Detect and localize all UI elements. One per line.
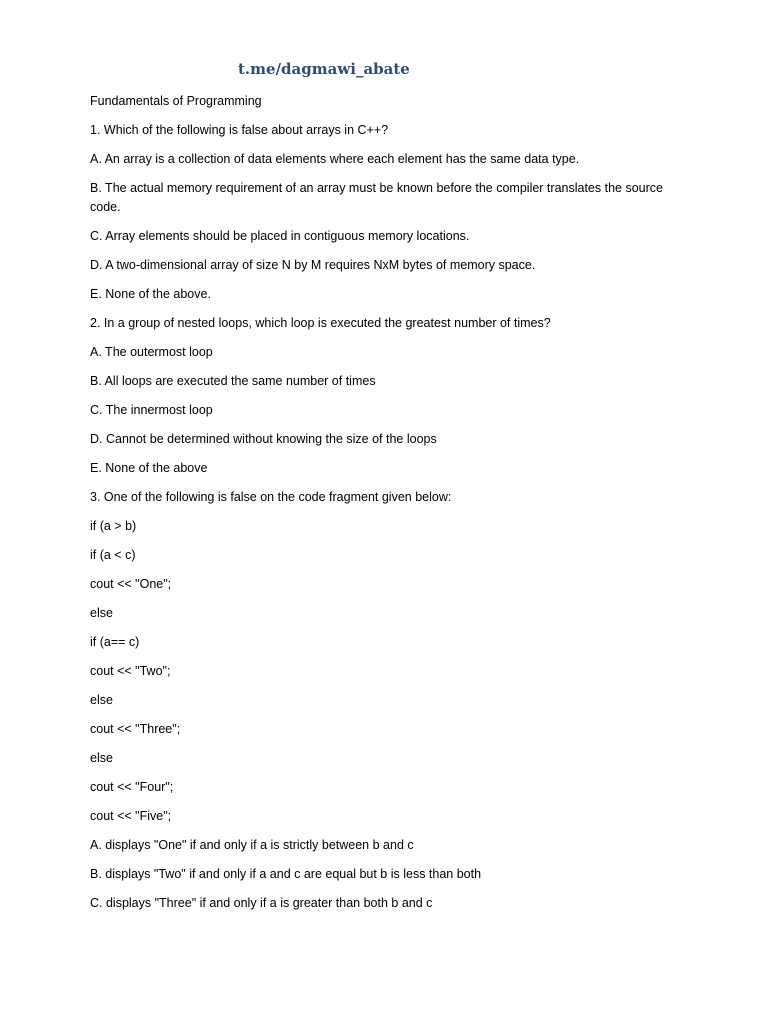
option-a: A. An array is a collection of data elements where each element has the same data type. xyxy=(90,152,580,166)
code-line: cout << "Four"; xyxy=(90,780,174,794)
telegram-link[interactable]: t.me/dagmawi_abate xyxy=(238,60,410,78)
option-e: E. None of the above xyxy=(90,461,208,475)
question-text: 1. Which of the following is false about arrays in C++? xyxy=(90,123,389,137)
option-e: E. None of the above. xyxy=(90,287,211,301)
code-line: if (a== c) xyxy=(90,635,140,649)
option-c: C. displays "Three" if and only if a is greater than both b and c xyxy=(90,896,433,910)
question-text: 2. In a group of nested loops, which loop is executed the greatest number of times? xyxy=(90,316,551,330)
subject-title: Fundamentals of Programming xyxy=(90,94,262,108)
option-c: C. Array elements should be placed in contiguous memory locations. xyxy=(90,229,470,243)
code-line: else xyxy=(90,751,113,765)
code-line: if (a > b) xyxy=(90,519,137,533)
question-text: 3. One of the following is false on the code fragment given below: xyxy=(90,490,452,504)
document-body xyxy=(90,92,680,923)
question-3 xyxy=(90,488,680,913)
question-2 xyxy=(90,314,680,478)
option-b: B. All loops are executed the same number of times xyxy=(90,374,376,388)
option-b: B. The actual memory requirement of an array must be known before the compiler translates the source code. xyxy=(90,181,663,214)
code-line: cout << "One"; xyxy=(90,577,172,591)
code-fragment xyxy=(90,517,680,826)
code-line: else xyxy=(90,693,113,707)
code-line: else xyxy=(90,606,113,620)
question-1 xyxy=(90,121,680,304)
code-line: cout << "Two"; xyxy=(90,664,171,678)
option-d: D. A two-dimensional array of size N by M requires NxM bytes of memory space. xyxy=(90,258,536,272)
option-b: B. displays "Two" if and only if a and c are equal but b is less than both xyxy=(90,867,482,881)
option-c: C. The innermost loop xyxy=(90,403,213,417)
code-line: cout << "Five"; xyxy=(90,809,172,823)
option-a: A. The outermost loop xyxy=(90,345,213,359)
code-line: if (a < c) xyxy=(90,548,136,562)
option-d: D. Cannot be determined without knowing the size of the loops xyxy=(90,432,437,446)
code-line: cout << "Three"; xyxy=(90,722,181,736)
option-a: A. displays "One" if and only if a is strictly between b and c xyxy=(90,838,414,852)
